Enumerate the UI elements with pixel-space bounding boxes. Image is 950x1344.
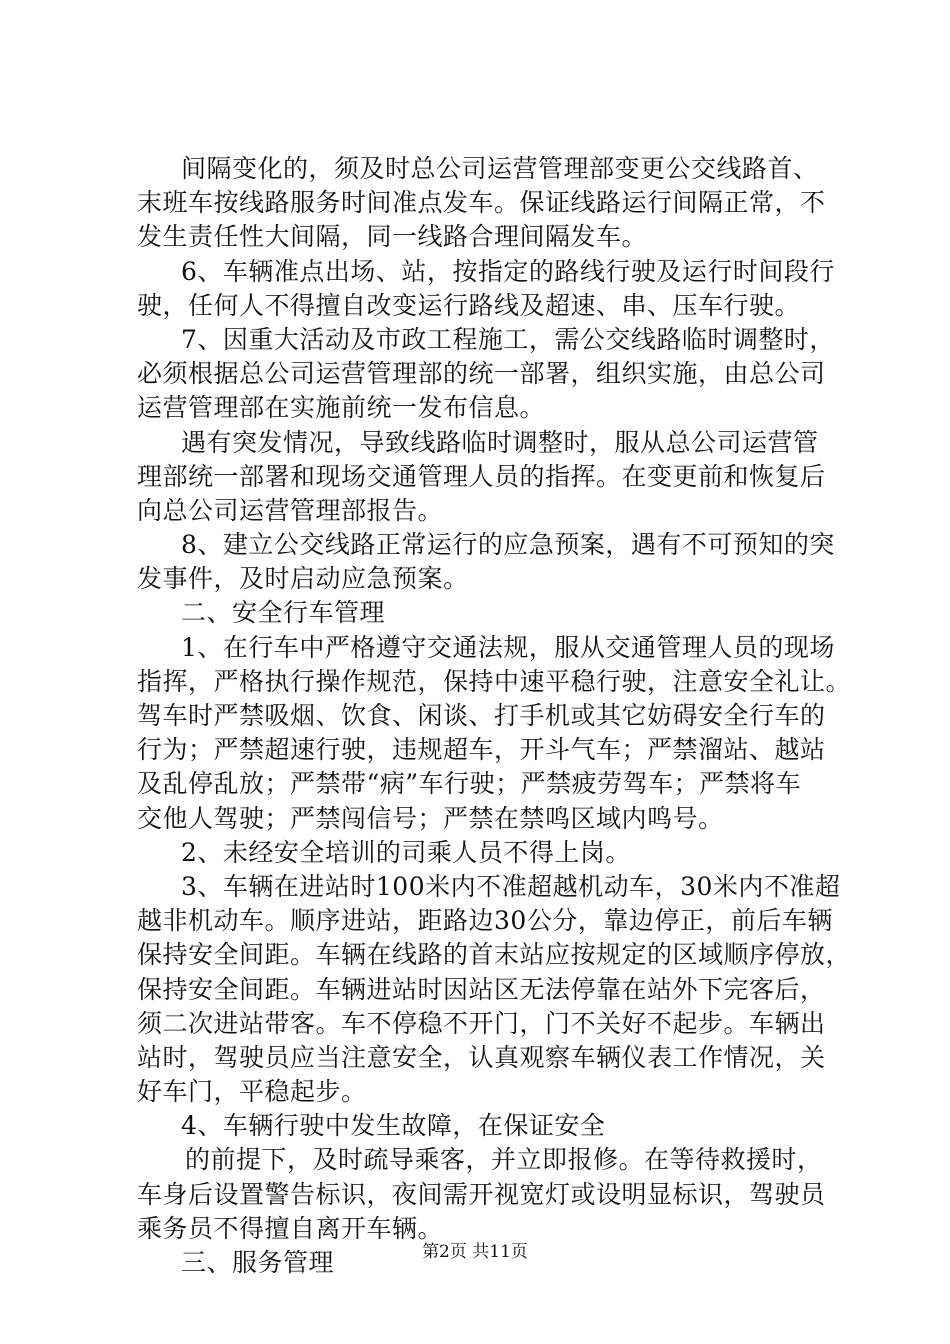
text-line: 站时，驾驶员应当注意安全，认真观察车辆仪表工作情况，关 xyxy=(137,1042,826,1072)
text-line: 运营管理部在实施前统一发布信息。 xyxy=(137,393,546,423)
text-line: 间隔变化的，须及时总公司运营管理部变更公交线路首、 xyxy=(181,154,819,183)
text-line: 向总公司运营管理部报告。 xyxy=(137,495,444,525)
page-footer: 第2页 共11页 xyxy=(422,1242,528,1262)
text-line: 遇有突发情况，导致线路临时调整时，服从总公司运营管 xyxy=(181,427,819,457)
text-line: 发事件，及时启动应急预案。 xyxy=(137,564,469,594)
section-heading: 三、服务管理 xyxy=(181,1248,335,1277)
text-line: 的前提下，及时疏导乘客，并立即报修。在等待救援时， xyxy=(185,1145,823,1175)
text-line: 理部统一部署和现场交通管理人员的指挥。在变更前和恢复后 xyxy=(137,461,826,491)
text-line: 2、未经安全培训的司乘人员不得上岗。 xyxy=(181,837,631,867)
text-line: 驶，任何人不得擅自改变运行路线及超速、串、压车行驶。 xyxy=(137,290,801,320)
text-line: 必须根据总公司运营管理部的统一部署，组织实施，由总公司 xyxy=(137,359,826,389)
text-line: 8、建立公交线路正常运行的应急预案，遇有不可预知的突 xyxy=(181,530,835,560)
document-body xyxy=(137,152,855,1280)
text-line: 保持安全间距。车辆进站时因站区无法停靠在站外下完客后， xyxy=(137,974,826,1004)
text-line: 保持安全间距。车辆在线路的首末站应按规定的区域顺序停放， xyxy=(137,940,852,970)
text-line: 好车门，平稳起步。 xyxy=(137,1077,367,1107)
text-line: 3、车辆在进站时100米内不准超越机动车，30米内不准超 xyxy=(181,871,841,901)
text-line: 乘务员不得擅自离开车辆。 xyxy=(137,1213,444,1243)
section-heading: 二、安全行车管理 xyxy=(181,598,386,628)
text-line: 驾车时严禁吸烟、饮食、闲谈、打手机或其它妨碍安全行车的 xyxy=(137,701,826,730)
text-line: 行为；严禁超速行驶，违规超车，开斗气车；严禁溜站、越站 xyxy=(137,735,826,765)
text-line: 7、因重大活动及市政工程施工，需公交线路临时调整时， xyxy=(181,324,835,354)
text-line: 末班车按线路服务时间准点发车。保证线路运行间隔正常，不 xyxy=(137,188,826,218)
text-line: 越非机动车。顺序进站，距路边30公分，靠边停正，前后车辆 xyxy=(137,906,833,936)
text-line: 及乱停乱放；严禁带“病”车行驶；严禁疲劳驾车；严禁将车 xyxy=(137,769,802,799)
text-line: 车身后设置警告标识，夜间需开视宽灯或设明显标识，驾驶员 xyxy=(137,1179,826,1209)
text-line: 须二次进站带客。车不停稳不开门，门不关好不起步。车辆出 xyxy=(137,1008,826,1038)
text-line: 交他人驾驶；严禁闯信号；严禁在禁鸣区域内鸣号。 xyxy=(137,803,724,833)
text-line: 4、车辆行驶中发生故障，在保证安全 xyxy=(181,1111,606,1141)
text-line: 6、车辆准点出场、站，按指定的路线行驶及运行时间段行 xyxy=(181,256,835,286)
text-line: 发生责任性大间隔，同一线路合理间隔发车。 xyxy=(137,222,648,252)
text-line: 指挥，严格执行操作规范，保持中速平稳行驶，注意安全礼让。 xyxy=(137,666,852,696)
text-line: 1、在行车中严格遵守交通法规，服从交通管理人员的现场 xyxy=(181,632,835,662)
